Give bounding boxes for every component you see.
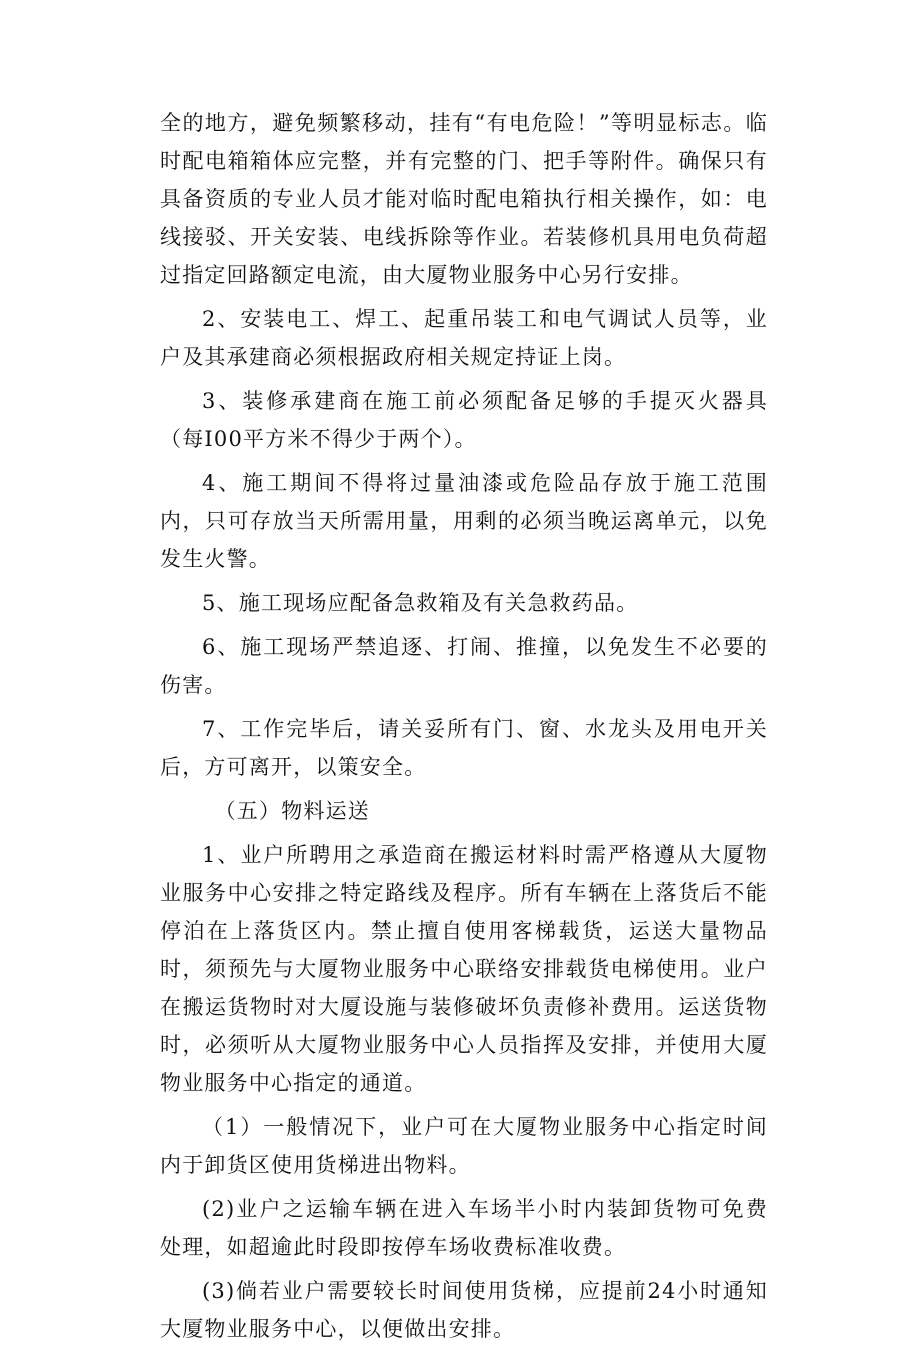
paragraph-transport-sub-3: (3)倘若业户需要较长时间使用货梯，应提前24小时通知大厦物业服务中心，以便做出安排。 [160,1279,768,1341]
paragraph-item-7: 7、工作完毕后，请关妥所有门、窗、水龙头及用电开关后，方可离开，以策安全。 [160,717,768,779]
document-body [160,104,768,1354]
paragraph-item-2: 2、安装电工、焊工、起重吊装工和电气调试人员等，业户及其承建商必须根据政府相关规定持证上岗。 [160,307,768,369]
paragraph-electrical-box: 全的地方，避免频繁移动，挂有“有电危险！”等明显标志。临时配电箱箱体应完整，并有完整的门、把手等附件。确保只有具备资质的专业人员才能对临时配电箱执行相关操作，如：电线接驳、开关安装、电线拆除等作业。若装修机具用电负荷超过指定回路额定电流，由大厦物业服务中心另行安排。 [160,111,768,287]
paragraph-transport-sub-2: (2)业户之运输车辆在进入车场半小时内装卸货物可免费处理，如超逾此时段即按停车场收费标准收费。 [160,1197,768,1259]
paragraph-transport-1: 1、业户所聘用之承造商在搬运材料时需严格遵从大厦物业服务中心安排之特定路线及程序。所有车辆在上落货后不能停泊在上落货区内。禁止擅自使用客梯载货，运送大量物品时，须预先与大厦物业服务中心联络安排载货电梯使用。业户在搬运货物时对大厦设施与装修破坏负责修补费用。运送货物时，必须听从大厦物业服务中心人员指挥及安排，并使用大厦物业服务中心指定的通道。 [160,843,768,1095]
paragraph-item-3: 3、装修承建商在施工前必须配备足够的手提灭火器具（每I00平方米不得少于两个）。 [160,389,768,451]
paragraph-item-6: 6、施工现场严禁追逐、打闹、推撞，以免发生不必要的伤害。 [160,635,768,697]
paragraph-item-5: 5、施工现场应配备急救箱及有关急救药品。 [202,591,639,615]
paragraph-transport-sub-1: （1）一般情况下，业户可在大厦物业服务中心指定时间内于卸货区使用货梯进出物料。 [160,1115,768,1177]
paragraph-item-4: 4、施工期间不得将过量油漆或危险品存放于施工范围内，只可存放当天所需用量，用剩的必须当晚运离单元，以免发生火警。 [160,471,768,571]
section-heading-material-transport: （五）物料运送 [214,799,370,823]
